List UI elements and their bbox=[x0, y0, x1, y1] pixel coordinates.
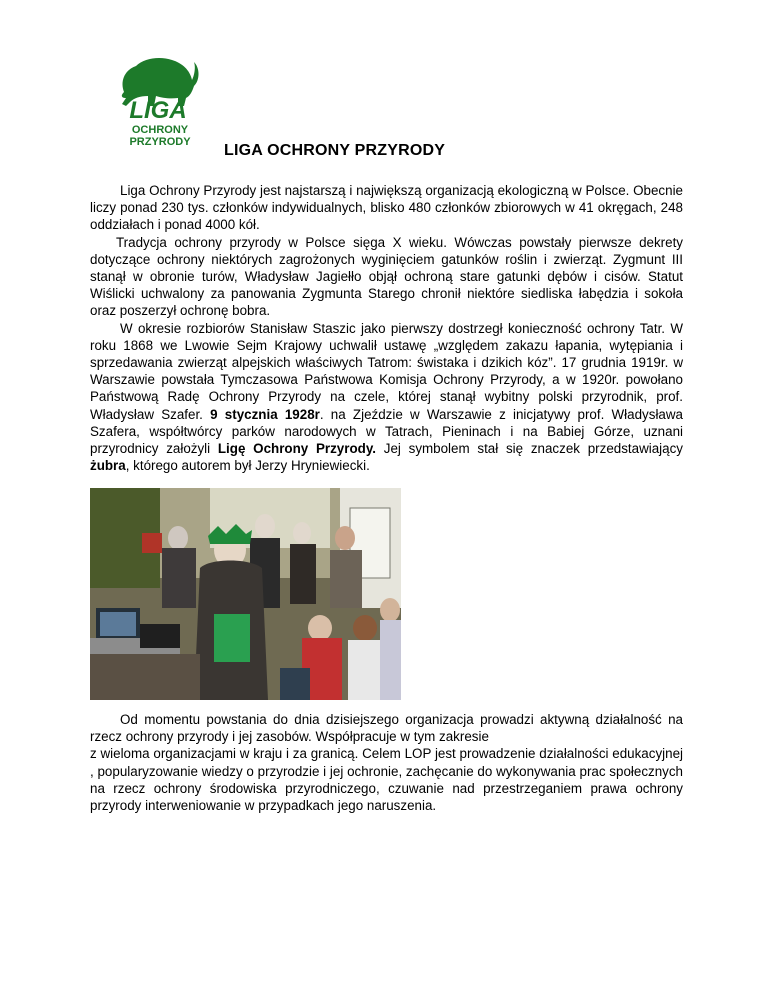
paragraph-3: W okresie rozbiorów Stanisław Staszic jako pierwszy dostrzegł konieczność ochrony Tatr. W roku 1868 we Lwowie Sejm Krajowy uchwalił ustawę „względem zakazu łapania, wytępiania i sprzedawania zwierząt alpejskich właściwych Tatrom: świstaka i dzikich kóz”. 17 grudnia 1919r. w Warszawie powstała Tymczasowa Państwowa Komisja Ochrony Przyrody, a w 1920r. powołano Państwową Radę Ochrony Przyrody na czele, której stanął wybitny polski przyrodnik, prof. Władysław Szafer. 9 stycznia 1928r. na Zjeździe w Warszawie z inicjatywy prof. Władysława Szafera, współtwórcy parków narodowych w Tatrach, Pieninach i na Babiej Górze, uznani przyrodnicy założyli Ligę Ochrony Przyrody. Jej symbolem stał się znaczek przedstawiający żubra, którego autorem był Jerzy Hryniewiecki. bbox=[90, 320, 683, 474]
paragraph-4-line1: Od momentu powstania do dnia dzisiejszego organizacja prowadzi aktywną działalność na rzecz ochrony przyrody i jej zasobów. Współpracuje w tym zakresie bbox=[90, 712, 683, 745]
paragraph-1: Liga Ochrony Przyrody jest najstarszą i największą organizacją ekologiczną w Polsce. Obecnie liczy ponad 230 tys. członków indywidualnych, blisko 480 członków zbiorowych w 41 okręgach, 248 oddziałach i ponad 4000 kół. bbox=[90, 183, 683, 233]
logo-line3: PRZYRODY bbox=[129, 136, 191, 148]
bison-logo-icon bbox=[110, 52, 202, 156]
logo-line1: LIGA bbox=[129, 97, 187, 124]
article-body-bottom bbox=[90, 711, 683, 814]
logo-line2: OCHRONY bbox=[131, 124, 189, 136]
paragraph-2: Tradycja ochrony przyrody w Polsce sięga X wieku. Wówczas powstały pierwsze dekrety dotyczące ochrony niektórych zagrożonych wyginięciem gatunków roślin i zwierząt. Zygmunt III stanął w obronie turów, Władysław Jagiełło objął ochroną stare gatunki dębów i cisów. Statut Wiślicki uchwalony za panowania Zygmunta Starego chronił niektóre siedliska łabędzia i sokoła oraz poszerzył ochronę bobra. bbox=[90, 234, 683, 319]
event-photo bbox=[90, 488, 401, 700]
page-title: LIGA OCHRONY PRZYRODY bbox=[224, 142, 446, 159]
article-body-top bbox=[90, 182, 683, 474]
paragraph-4-line2: z wieloma organizacjami w kraju i za granicą. Celem LOP jest prowadzenie działalności edukacyjnej , popularyzowanie wiedzy o przyrodzie i jej ochronie, zachęcanie do wykonywania prac społecznych na rzecz ochrony środowiska przyrodniczego, czuwanie nad przestrzeganiem prawa ochrony przyrody interweniowanie w przypadkach jego naruszenia. bbox=[90, 746, 683, 814]
